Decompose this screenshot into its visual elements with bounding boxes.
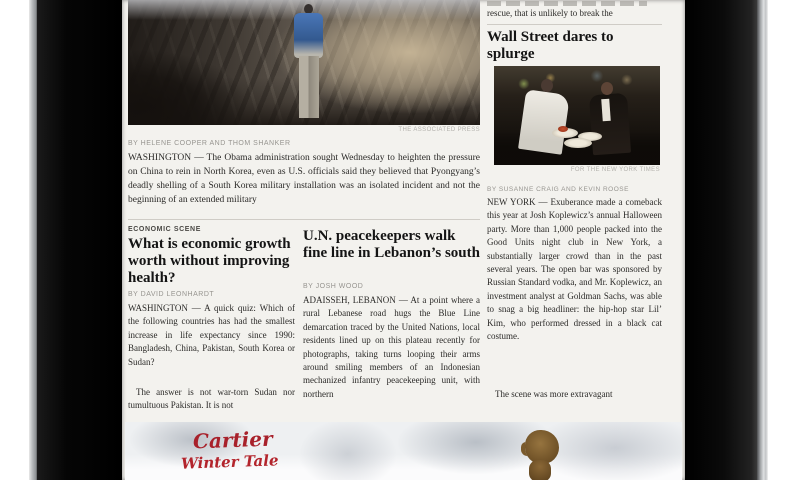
ipad-right-rim [757,0,768,480]
ipad-left-bezel [37,0,122,480]
peacekeepers-body: ADAISSEH, LEBANON — At a point where a rural Lebanese road hugs the Blue Line demarcation traced by the United Nations, local residents lined up on this plateau recently for photographs, taking turns looping their arms around smiling members of an Indonesian mechanized infantry peacekeeping unit, with northern [303,295,480,399]
ad-brand-logo: Cartier [192,426,273,454]
newspaper-page [122,0,685,480]
ad-tagline: Winter Tale [180,451,279,473]
main-photo-credit: THE ASSOCIATED PRESS [398,127,480,133]
wall-street-headline[interactable]: Wall Street dares to splurge [487,29,614,62]
main-article-byline: BY HELENE COOPER AND THOM SHANKER [128,140,291,147]
photo-chef-head [541,79,553,92]
photo-suited-man-head [601,82,613,95]
wall-street-body-p1: NEW YORK — Exuberance made a comeback this year at Josh Koplewicz’s annual Halloween party. More than 1,000 people packed into the Good Units night club in New York, a substantially larger crowd than in the past several years. The open bar was sponsored by Russian Standard vodka, and Mr. Koplewicz, an investment analyst at Goldman Sachs, was able to snag a big headliner: the hip-hop star Lil’ Kim, who performed dressed in a black cat costume. [487,197,662,342]
ad-animal-image [525,430,559,464]
ipad-right-bezel [685,0,757,480]
main-article-body: WASHINGTON — The Obama administration sought Wednesday to heighten the pressure on China to rein in North Korea, even as U.S. officials said they believed that Pyongyang’s deadly shelling of a South Korea military installation was an isolated incident and not the beginning of an extended military [128,153,480,205]
wall-street-byline: BY SUSANNE CRAIG AND KEVIN ROOSE [487,186,629,193]
advertisement-banner[interactable] [125,422,682,480]
economic-scene-body-p2: The answer is not war-torn Sudan nor tumultuous Pakistan. It is not [128,387,295,411]
peacekeepers-byline: BY JOSH WOOD [303,283,364,290]
economic-scene-kicker: ECONOMIC SCENE [128,226,201,233]
section-divider [128,219,480,220]
photo-man-jacket [294,13,323,58]
photo-food [558,126,568,132]
wall-street-photo-credit: FOR THE NEW YORK TIMES [570,167,660,173]
economic-scene-headline[interactable]: What is economic growth worth without improving health? [128,236,291,286]
photo-man-legs [299,56,319,118]
wall-street-photo[interactable] [494,66,660,165]
economic-scene-byline: BY DAVID LEONHARDT [128,291,215,298]
photo-plate [564,138,592,148]
previous-article-fragment: rescue, that is unlikely to break the [487,8,613,18]
ipad-left-rim [29,0,37,480]
photo-suit-shirt [601,99,611,122]
main-article-photo[interactable] [128,0,480,125]
cutoff-text-line [487,1,647,6]
peacekeepers-headline[interactable]: U.N. peacekeepers walk fine line in Lebanon’s south [303,228,480,261]
photo-suited-man [589,93,631,156]
wall-street-body-p2: The scene was more extravagant [495,389,613,399]
photo-chef-figure [518,89,570,155]
column-divider [487,24,662,25]
economic-scene-body-p1: WASHINGTON — A quick quiz: Which of the following countries has had the smallest increase in life expectancy since 1990: Bangladesh, China, Pakistan, South Korea or Sudan? [128,303,295,367]
ad-animal-body [529,460,551,480]
